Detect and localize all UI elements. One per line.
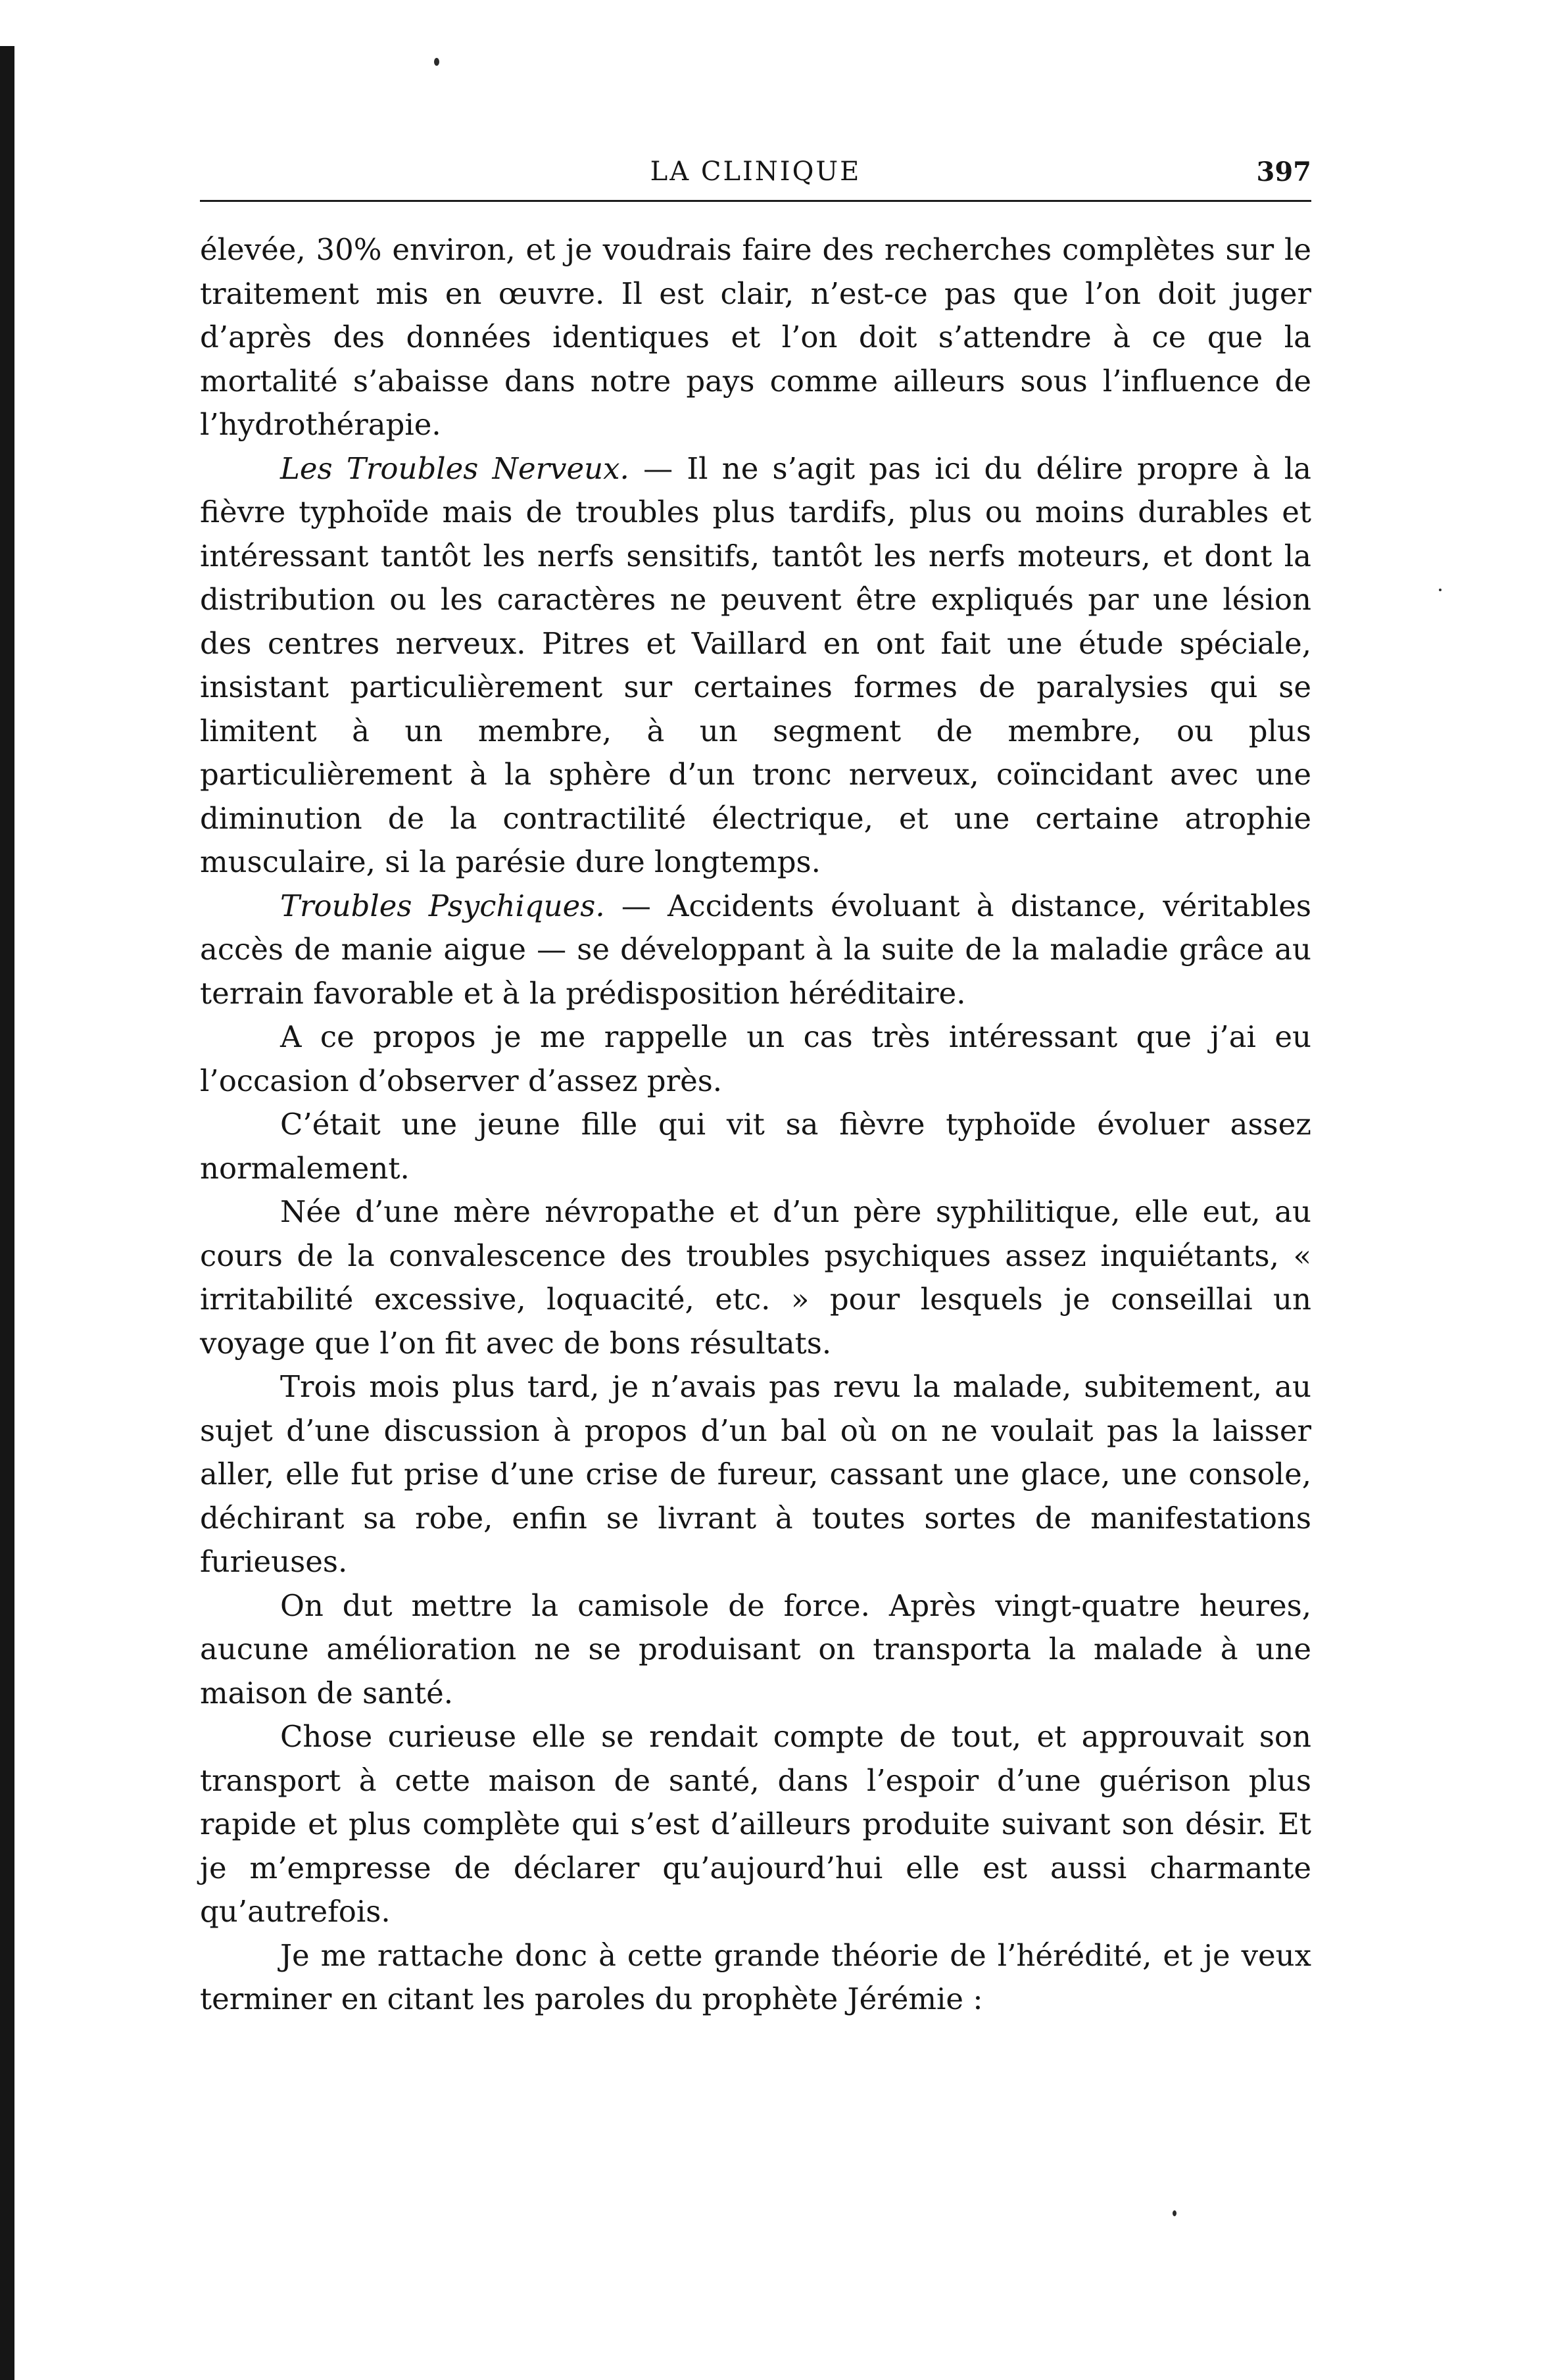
paragraph-text: — Accidents évoluant à distance, véritables accès de manie aigue — se développant à la suite de la maladie grâce au terrain favorable et à la prédisposition héréditaire. xyxy=(200,888,1311,1011)
paragraph-text: Trois mois plus tard, je n’avais pas revu la malade, subitement, au sujet d’une discussion à propos d’un bal où on ne voulait pas la laisser aller, elle fut prise d’une crise de fureur, cassant une glace, une console, déchirant sa robe, enfin se livrant à toutes sortes de manifestations furieuses. xyxy=(200,1369,1311,1579)
ink-speck xyxy=(1439,589,1442,591)
ink-speck xyxy=(434,58,439,66)
paragraph-text: Chose curieuse elle se rendait compte de tout, et approuvait son transport à cette maison de santé, dans l’espoir d’une guérison plus rapide et plus complète qui s’est d’ailleurs produite suivant son désir. Et je m’empresse de déclarer qu’aujourd’hui elle est aussi charmante qu’autrefois. xyxy=(200,1719,1311,1929)
paragraph xyxy=(200,1934,1311,2022)
paragraph xyxy=(200,1103,1311,1190)
ink-speck xyxy=(1173,2210,1176,2216)
paragraph-text: Née d’une mère névropathe et d’un père syphilitique, elle eut, au cours de la convalescence des troubles psychiques assez inquiétants, « irritabilité excessive, loquacité, etc. » pour lesquels je conseillai un voyage que l’on fit avec de bons résultats. xyxy=(200,1194,1311,1361)
paragraph xyxy=(200,1584,1311,1716)
running-header xyxy=(200,138,1311,197)
paragraph xyxy=(200,1190,1311,1365)
paragraph xyxy=(200,885,1311,1016)
paragraph xyxy=(200,1015,1311,1103)
paragraph-text: Je me rattache donc à cette grande théorie de l’hérédité, et je veux terminer en citant les paroles du prophète Jérémie : xyxy=(200,1937,1311,2016)
body-text xyxy=(200,228,1311,2022)
header-rule xyxy=(200,200,1311,202)
paragraph xyxy=(200,447,1311,885)
paragraph-text: C’était une jeune fille qui vit sa fièvre typhoïde évoluer assez normalement. xyxy=(200,1107,1311,1186)
paragraph xyxy=(200,1715,1311,1934)
paragraph-lead: Troubles Psychiques. xyxy=(280,888,605,923)
paragraph-text: — Il ne s’agit pas ici du délire propre à la fièvre typhoïde mais de troubles plus tardifs, plus ou moins durables et intéressant tantôt les nerfs sensitifs, tantôt les nerfs moteurs, et dont la distribution ou les caractères ne peuvent être expliqués par une lésion des centres nerveux. Pitres et Vaillard en ont fait une étude spéciale, insistant particulièrement sur certaines formes de paralysies qui se limitent à un membre, à un segment de membre, ou plus particulièrement à la sphère d’un tronc nerveux, coïncidant avec une diminution de la contractilité électrique, et une certaine atrophie musculaire, si la parésie dure longtemps. xyxy=(200,450,1311,879)
binding-edge xyxy=(0,46,14,2380)
paragraph-text: élevée, 30% environ, et je voudrais faire des recherches complètes sur le traitement mis en œuvre. Il est clair, n’est-ce pas que l’on doit juger d’après des données identiques et l’on doit s’attendre à ce que la mortalité s’abaisse dans notre pays comme ailleurs sous l’influence de l’hydrothérapie. xyxy=(200,232,1311,442)
paragraph-text: On dut mettre la camisole de force. Après vingt-quatre heures, aucune amélioration ne se produisant on transporta la malade à une maison de santé. xyxy=(200,1588,1311,1711)
paragraph-text: A ce propos je me rappelle un cas très intéressant que j’ai eu l’occasion d’observer d’assez près. xyxy=(200,1019,1311,1098)
paragraph xyxy=(200,1365,1311,1584)
paragraph xyxy=(200,228,1311,447)
page-number: 397 xyxy=(1256,157,1311,187)
running-title: LA CLINIQUE xyxy=(650,157,861,187)
page xyxy=(200,138,1311,2022)
paragraph-lead: Les Troubles Nerveux. xyxy=(280,450,629,486)
